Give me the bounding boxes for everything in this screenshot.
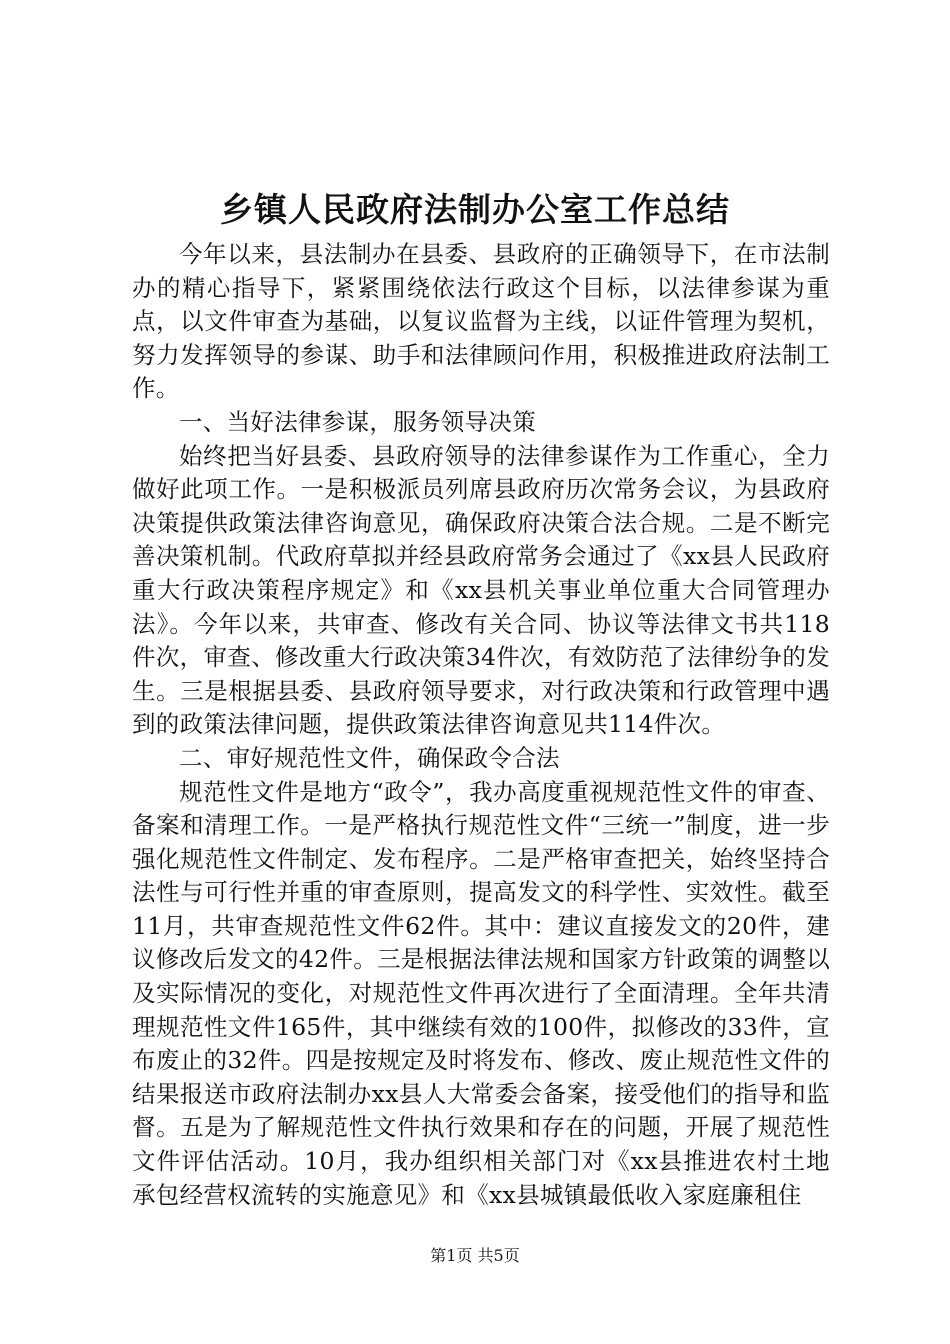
- section-heading-1: 一、当好法律参谋，服务领导决策: [179, 407, 536, 436]
- section-2-paragraph: 规范性文件是地方“政令”，我办高度重视规范性文件的审查、备案和清理工作。一是严格执行规范性文件“三统一”制度，进一步强化规范性文件制定、发布程序。二是严格审查把关，始终坚持合法性与可行性并重的审查原则，提高发文的科学性、实效性。截至11月，共审查规范性文件62件。其中：建议直接发文的20件，建议修改后发文的42件。三是根据法律法规和国家方针政策的调整以及实际情况的变化，对规范性文件再次进行了全面清理。全年共清理规范性文件165件，其中继续有效的100件，拟修改的33件，宣布废止的32件。四是按规定及时将发布、修改、废止规范性文件的结果报送市政府法制办xx县人大常委会备案，接受他们的指导和监督。五是为了解规范性文件执行效果和存在的问题，开展了规范性文件评估活动。10月，我办组织相关部门对《xx县推进农村土地承包经营权流转的实施意见》和《xx县城镇最低收入家庭廉租住: [132, 777, 830, 1209]
- section-1-paragraph: 始终把当好县委、县政府领导的法律参谋作为工作重心，全力做好此项工作。一是积极派员列席县政府历次常务会议，为县政府决策提供政策法律咨询意见，确保政府决策合法合规。二是不断完善决策机制。代政府草拟并经县政府常务会通过了《xx县人民政府重大行政决策程序规定》和《xx县机关事业单位重大合同管理办法》。今年以来，共审查、修改有关合同、协议等法律文书共118件次，审查、修改重大行政决策34件次，有效防范了法律纷争的发生。三是根据县委、县政府领导要求，对行政决策和行政管理中遇到的政策法律问题，提供政策法律咨询意见共114件次。: [132, 441, 830, 739]
- section-heading-2: 二、审好规范性文件，确保政令合法: [179, 743, 560, 772]
- document-title: 乡镇人民政府法制办公室工作总结: [220, 190, 730, 229]
- document-body: [132, 238, 830, 1212]
- page-number-footer: 第1页 共5页: [430, 1246, 520, 1265]
- intro-paragraph: 今年以来，县法制办在县委、县政府的正确领导下，在市法制办的精心指导下，紧紧围绕依法行政这个目标，以法律参谋为重点，以文件审查为基础，以复议监督为主线，以证件管理为契机，努力发挥领导的参谋、助手和法律顾问作用，积极推进政府法制工作。: [132, 240, 830, 403]
